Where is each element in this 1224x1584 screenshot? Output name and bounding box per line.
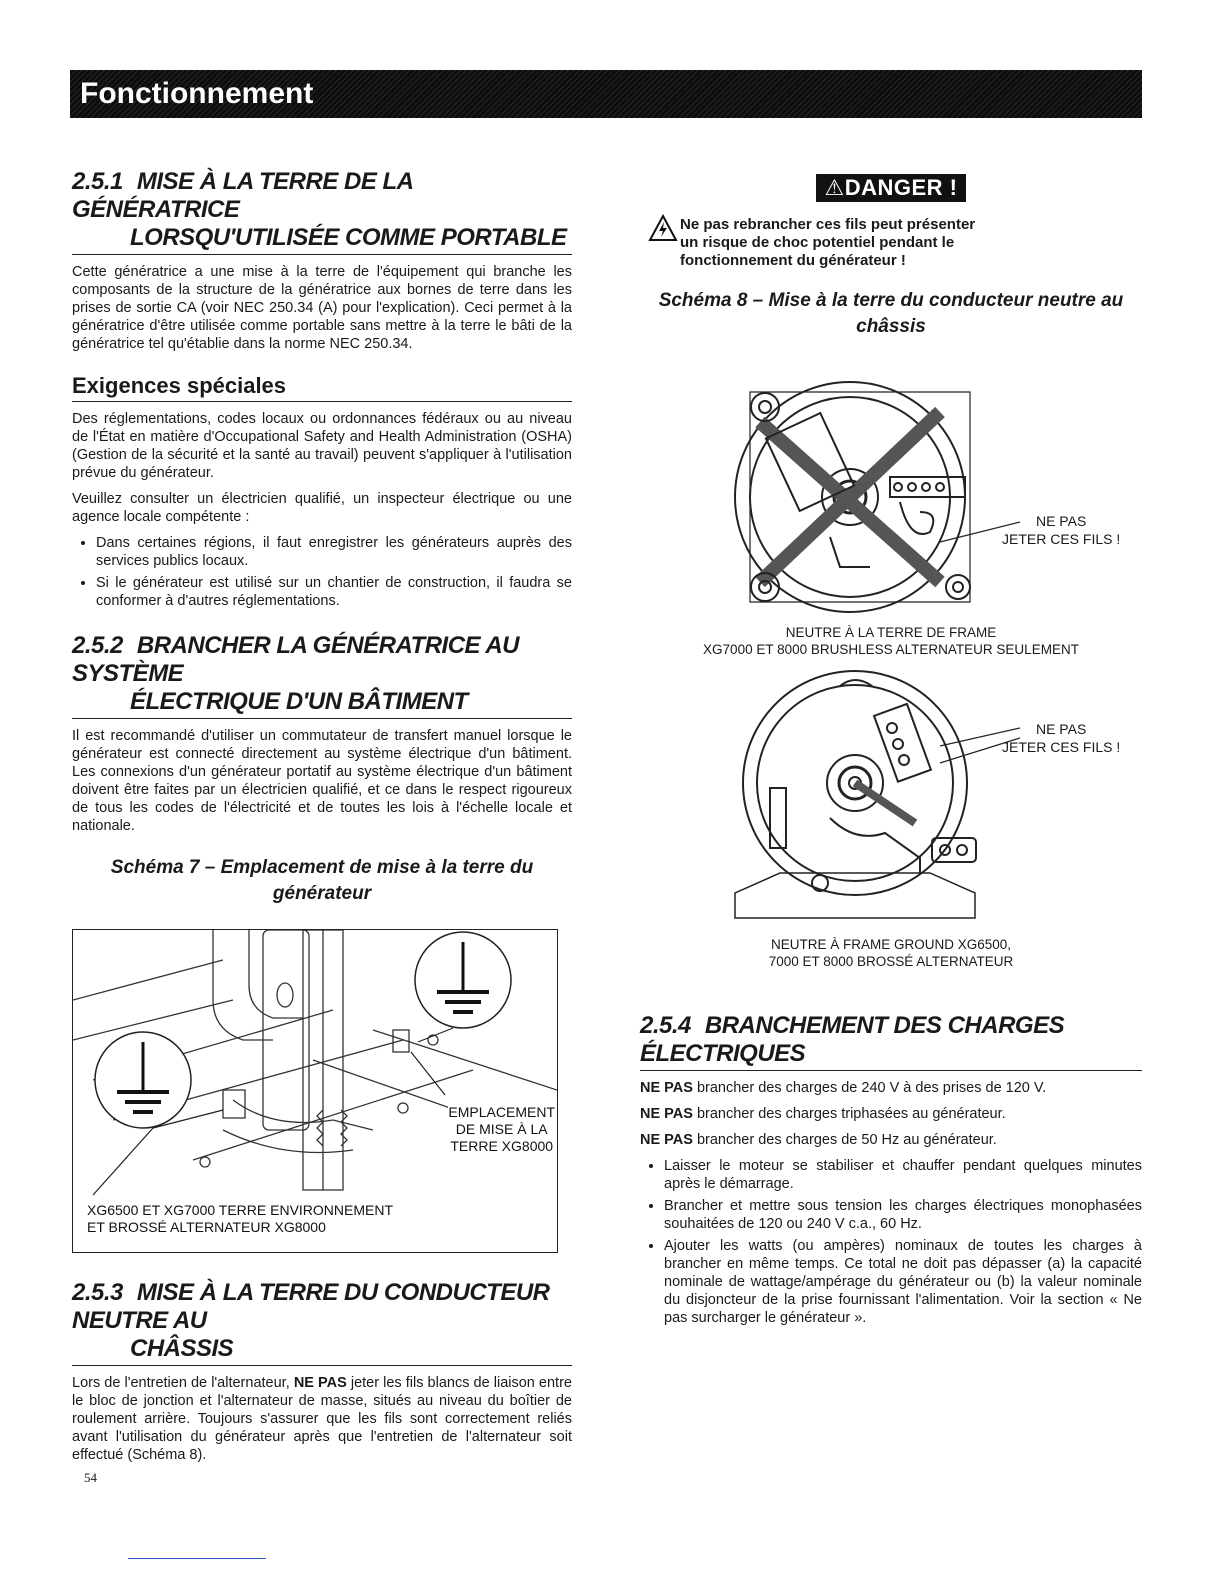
section-number: 2.5.4 xyxy=(640,1012,691,1039)
brushless-alternator-caption xyxy=(640,624,1142,658)
list-item: • Brancher et mettre sous tension les charges électriques monophasées souhaitées de 120 ou 240 V c.a., 60 Hz. xyxy=(664,1197,1142,1233)
danger-badge xyxy=(816,174,965,202)
ground-symbol-icon xyxy=(415,932,511,1028)
warning-emphasis: NE PAS xyxy=(640,1132,693,1148)
caption-line2: châssis xyxy=(856,316,926,337)
figure-7-caption xyxy=(72,855,572,907)
list-item: • Si le générateur est utilisé sur un chantier de construction, il faudra se conformer à d'autres réglementations. xyxy=(96,574,572,610)
label-line: NE PAS xyxy=(1035,513,1087,529)
page-title: Fonctionnement xyxy=(80,77,314,110)
list-item: • Ajouter les watts (ou ampères) nominaux de toutes les charges à brancher en même temps. Ce total ne doit pas dépasser (a) la capacité nominale de wattage/ampérage du générateur ou (b) la valeur nominale du disjoncteur de la prise fournissant l'alimentation. Voir la section « Ne pas surcharger le générateur ». xyxy=(664,1237,1142,1327)
warning-text: brancher des charges triphasées au générateur. xyxy=(692,1106,1006,1122)
caption-line1: Schéma 8 – Mise à la terre du conducteur neutre au xyxy=(658,290,1124,311)
section-title-line2: LORSQU'UTILISÉE COMME PORTABLE xyxy=(130,224,567,251)
warning-triangle-icon: ⚠ xyxy=(824,175,845,200)
caption-line: NEUTRE À FRAME GROUND XG6500, xyxy=(770,937,1012,952)
brushed-alternator-drawing xyxy=(640,668,1142,936)
label-line: XG6500 ET XG7000 TERRE ENVIRONNEMENT xyxy=(87,1202,394,1218)
brushless-alternator-drawing xyxy=(640,362,1142,624)
ground-symbol-icon xyxy=(95,1032,191,1128)
load-warning xyxy=(640,1105,1142,1123)
label-line: DE MISE À LA xyxy=(455,1121,548,1137)
figure-8-caption xyxy=(640,288,1142,340)
exigences-heading: Exigences spéciales xyxy=(72,373,572,402)
danger-message xyxy=(680,216,1142,270)
exigences-paragraph-2: Veuillez consulter un électricien qualifié, un inspecteur électrique ou une agence locale compétente : xyxy=(72,491,572,525)
alternator-end-view xyxy=(640,668,1142,936)
danger-notice xyxy=(640,174,1142,202)
section-title-line1: MISE À LA TERRE DE LA GÉNÉRATRICE xyxy=(72,168,413,223)
list-item: • Laisser le moteur se stabiliser et chauffer pendant quelques minutes après le démarrage. xyxy=(664,1157,1142,1193)
danger-line: Ne pas rebrancher ces fils peut présenter xyxy=(680,216,976,233)
exigences-list xyxy=(72,534,572,610)
list-item: • Dans certaines régions, il faut enregistrer les générateurs auprès des services publics locaux. xyxy=(96,534,572,570)
danger-line: un risque de choc potentiel pendant le xyxy=(680,234,955,251)
section-title: BRANCHEMENT DES CHARGES ÉLECTRIQUES xyxy=(640,1012,1065,1067)
exigences-paragraph-1: Des réglementations, codes locaux ou ordonnances fédéraux ou au niveau de l'État en matière d'Occupational Safety and Health Administration (OSHA) (Gestion de la sécurité et la santé au travail) peuvent s'appliquer à l'utilisation prévue du générateur. xyxy=(72,411,572,481)
section-number: 2.5.2 xyxy=(72,632,123,659)
label-line: TERRE XG8000 xyxy=(450,1138,554,1154)
footer-divider xyxy=(128,1558,266,1559)
section-title-line1: MISE À LA TERRE DU CONDUCTEUR NEUTRE AU xyxy=(72,1279,550,1334)
label-line: EMPLACEMENT xyxy=(448,1104,555,1120)
header-banner xyxy=(70,70,1142,118)
label-line: ET BROSSÉ ALTERNATEUR XG8000 xyxy=(87,1219,326,1235)
load-warning xyxy=(640,1131,1142,1149)
do-not-discard-label xyxy=(1002,720,1120,756)
section-2-5-4-heading xyxy=(640,1012,1142,1071)
grounding-location-label xyxy=(448,1104,555,1155)
danger-line: fonctionnement du générateur ! xyxy=(680,252,906,269)
load-steps-list xyxy=(640,1157,1142,1327)
label-line: JETER CES FILS ! xyxy=(1002,739,1121,755)
do-not-discard-label xyxy=(1002,512,1120,548)
caption-line1: Schéma 7 – Emplacement de mise à la terre du xyxy=(110,857,534,878)
warning-emphasis: NE PAS xyxy=(640,1106,693,1122)
xg6500-xg7000-label xyxy=(87,1202,393,1236)
electric-hazard-icon xyxy=(648,214,678,247)
figure-7-grounding-location xyxy=(72,929,558,1253)
section-number: 2.5.3 xyxy=(72,1279,123,1306)
section-2-5-3-body xyxy=(72,1374,572,1464)
caption-line: XG7000 ET 8000 BRUSHLESS ALTERNATEUR SEULEMENT xyxy=(703,642,1079,657)
danger-badge-text: DANGER ! xyxy=(844,175,958,200)
section-2-5-3-heading xyxy=(72,1279,572,1366)
section-2-5-2-body: Il est recommandé d'utiliser un commutateur de transfert manuel lorsque le générateur est connecté directement au système électrique d'un bâtiment. Les connexions d'un générateur portatif au système électrique d'un bâtiment doivent être faites par un électricien qualifié, et ce dans le respect rigoureux de tous les codes de l'électricité et de toutes les lois à l'échelle locale et nationale. xyxy=(72,728,572,834)
brushed-alternator-caption xyxy=(640,936,1142,970)
caption-line2: générateur xyxy=(272,883,372,904)
page-number: 54 xyxy=(84,1470,97,1485)
load-warning xyxy=(640,1079,1142,1097)
section-2-5-1-body: Cette génératrice a une mise à la terre de l'équipement qui branche les composants de la structure de la génératrice aux bornes de terre dans les prises de sortie CA (voir NEC 250.34 (A) pour l'explication). Ceci permet à la génératrice d'être utilisée comme portable sans mettre à la terre le bâti de la génératrice tel qu'établie dans la norme NEC 250.34. xyxy=(72,264,572,352)
left-column xyxy=(72,168,572,1472)
body-text: Lors de l'entretien de l'alternateur, xyxy=(72,1375,294,1391)
section-title-line1: BRANCHER LA GÉNÉRATRICE AU SYSTÈME xyxy=(72,632,519,687)
caption-line: NEUTRE À LA TERRE DE FRAME xyxy=(785,625,997,640)
section-2-5-2-heading xyxy=(72,632,572,719)
section-title-line2: ÉLECTRIQUE D'UN BÂTIMENT xyxy=(130,688,468,715)
label-line: JETER CES FILS ! xyxy=(1002,531,1121,547)
body-emphasis: NE PAS xyxy=(293,1375,347,1391)
warning-text: brancher des charges de 240 V à des prises de 120 V. xyxy=(692,1080,1047,1096)
caption-line: 7000 ET 8000 BROSSÉ ALTERNATEUR xyxy=(768,954,1014,969)
body-text: jeter les fils blancs de liaison entre le bloc de jonction et l'alternateur de masse, situés au niveau du boîtier de roulement arrière. Toujours s'assurer que les fils sont correctement reliés avant l'utilisation du générateur après que l'entretien de l'alternateur soit effectué (Schéma 8). xyxy=(72,1375,572,1463)
alternator-end-view xyxy=(640,362,1142,624)
section-number: 2.5.1 xyxy=(72,168,123,195)
label-line: NE PAS xyxy=(1035,721,1087,737)
warning-emphasis: NE PAS xyxy=(640,1080,693,1096)
section-2-5-1-heading xyxy=(72,168,572,255)
right-column xyxy=(640,168,1142,1333)
warning-text: brancher des charges de 50 Hz au générateur. xyxy=(692,1132,997,1148)
section-title-line2: CHÂSSIS xyxy=(130,1335,234,1362)
